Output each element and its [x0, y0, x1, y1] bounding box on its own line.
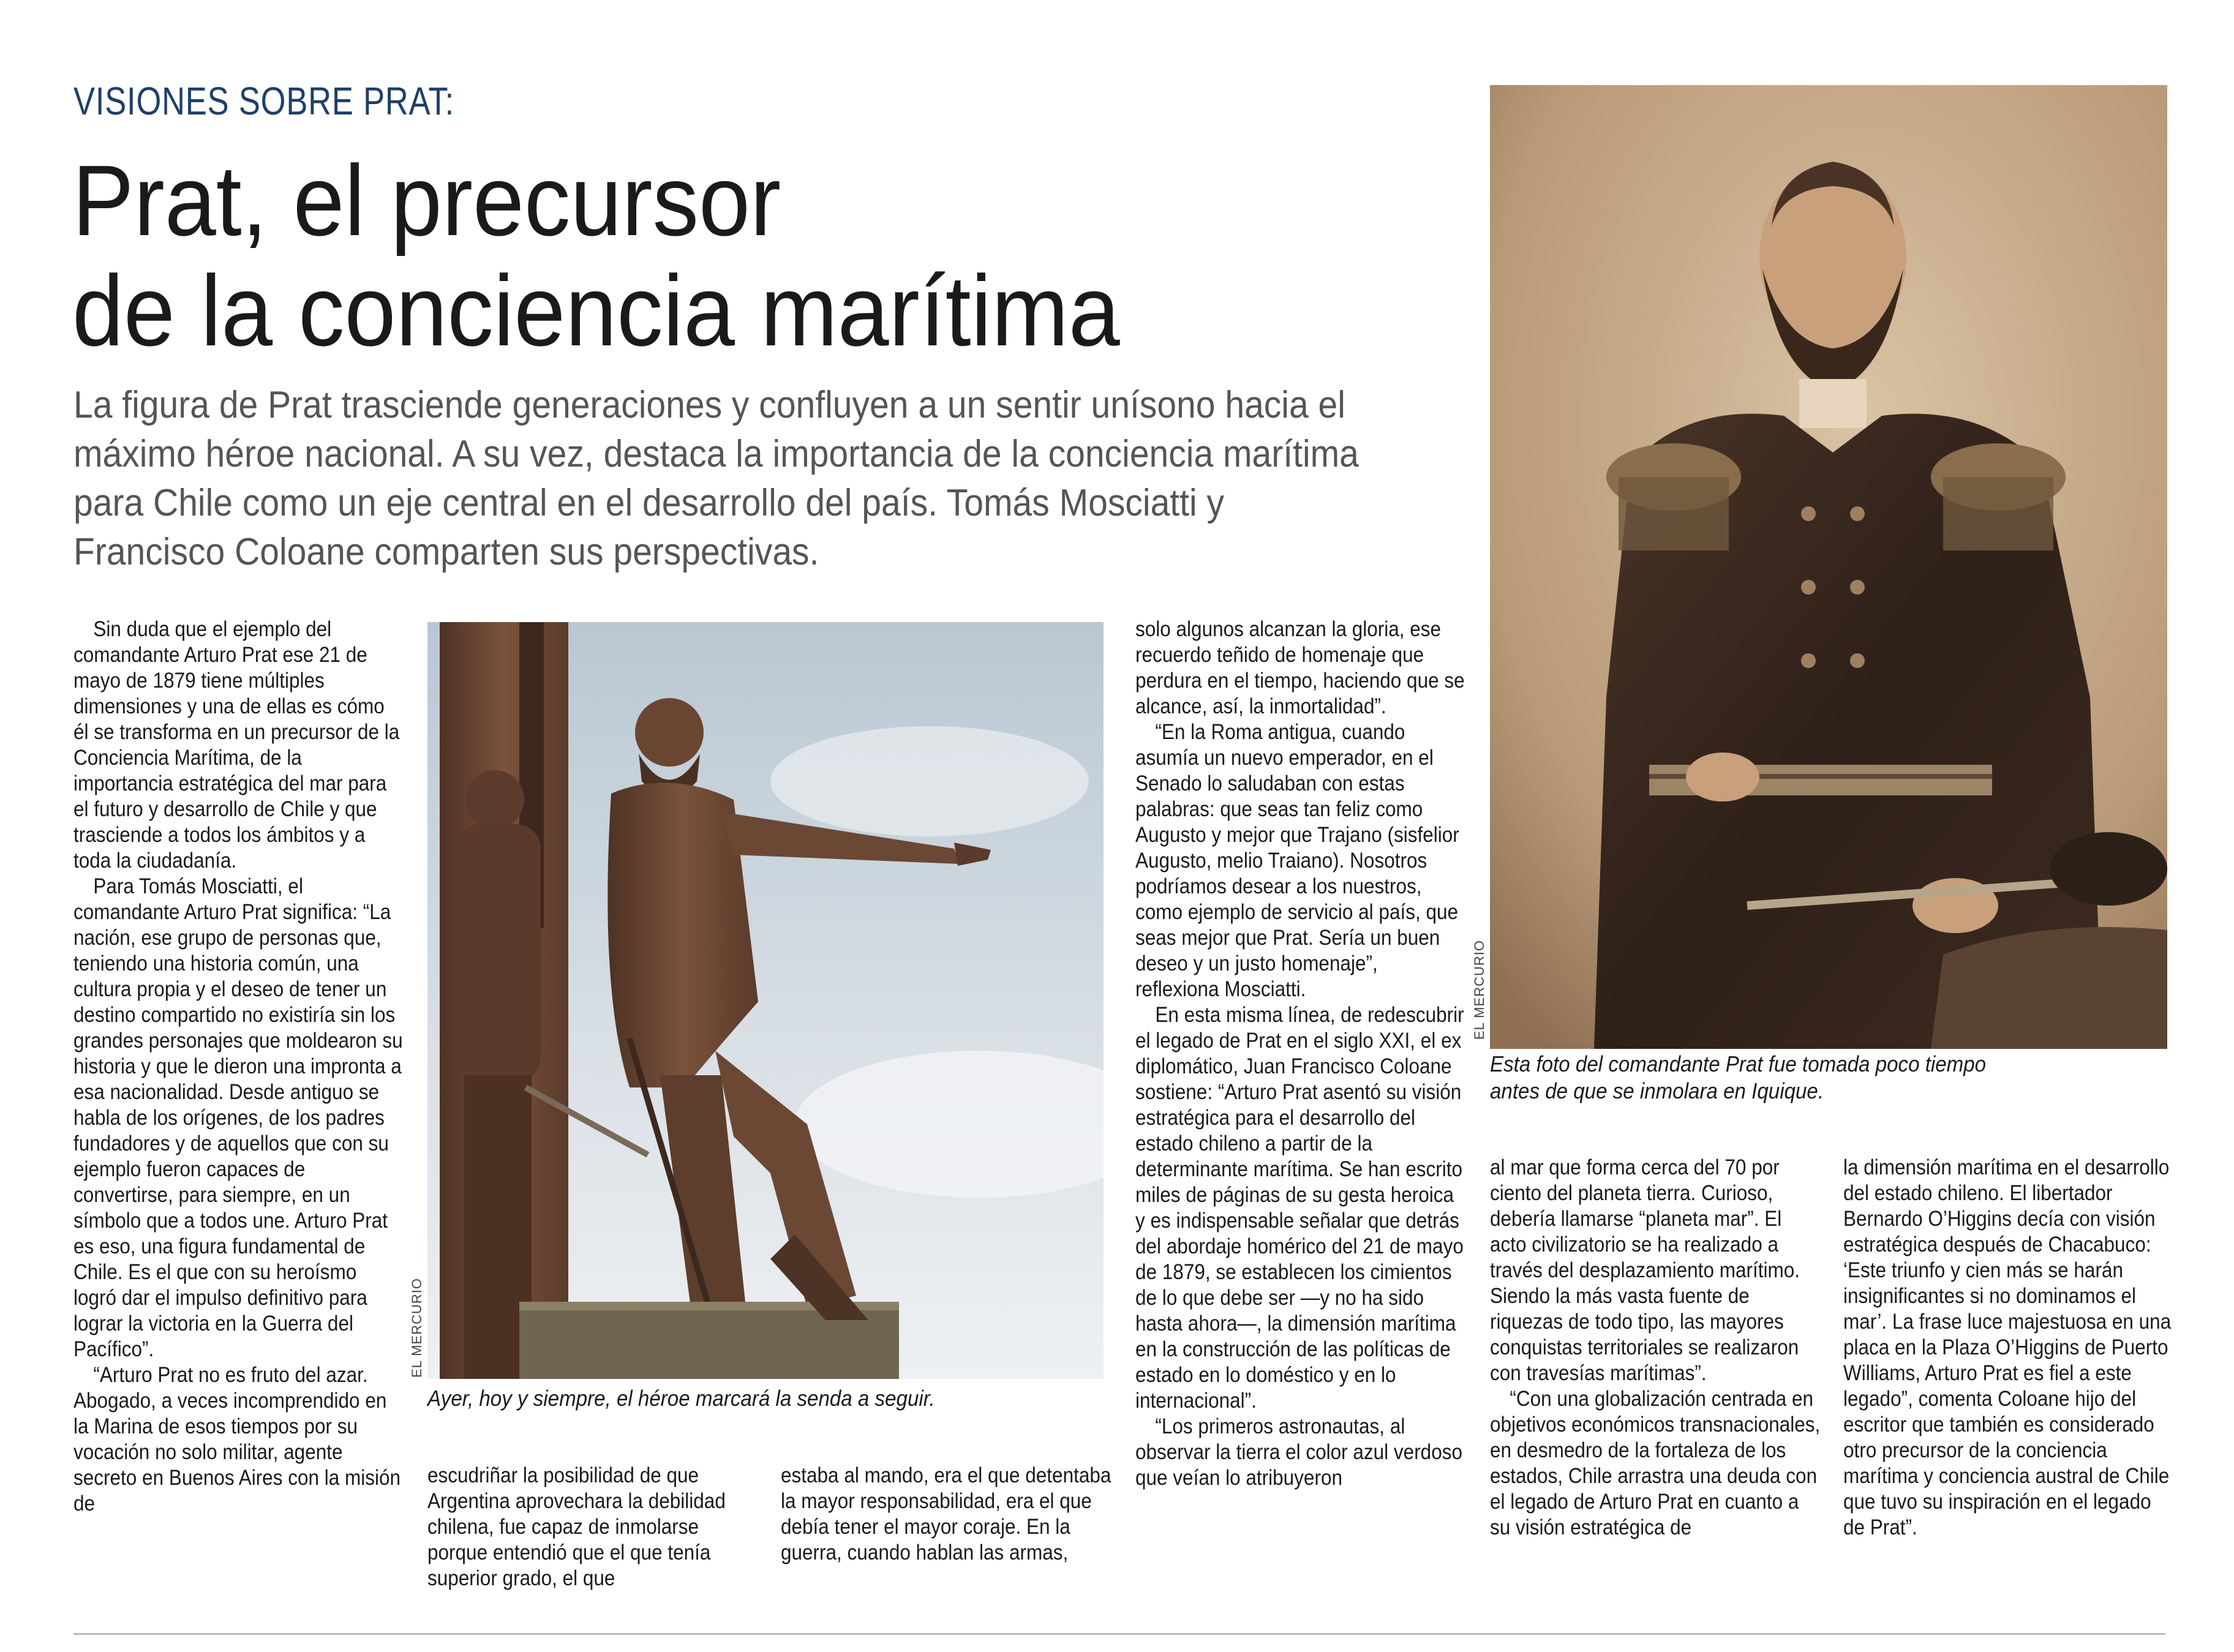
paragraph: solo algunos alcanzan la gloria, ese recuerdo teñido de homenaje que perdura en el tiempo, haciendo que se alcance, así, la inmortalidad”.	[1135, 617, 1465, 718]
deck-summary: La figura de Prat trasciende generaciones y confluyen a un sentir unísono hacia el máximo héroe nacional. A su vez, destaca la importancia de la conciencia marítima para Chile como un eje central en el desarrollo del país. Tomás Mosciatti y Francisco Coloane comparten sus perspectivas.	[73, 384, 1359, 573]
portrait-illustration	[1490, 85, 2167, 1049]
statue-illustration	[427, 622, 1104, 1379]
paragraph: Sin duda que el ejemplo del comandante Arturo Prat ese 21 de mayo de 1879 tiene múltiples dimensiones y una de ellas es cómo él se transforma en un precursor de la Conciencia Marítima, de la importancia estratégica del mar para el futuro y desarrollo de Chile y que trasciende a todos los ámbitos y a toda la ciudadanía.	[73, 617, 400, 873]
paragraph: escudriñar la posibilidad de que Argentina aprovechara la debilidad chilena, fue capaz de inmolarse porque entendió que el que tenía superior grado, el que	[427, 1463, 726, 1590]
article-column-6	[1843, 1155, 2174, 1541]
paragraph: al mar que forma cerca del 70 por ciento del planeta tierra. Curioso, debería llamarse “planeta mar”. El acto civilizatorio se ha realizado a través del desplazamiento marítimo. Siendo la más vasta fuente de riquezas de todo tipo, las mayores conquistas territoriales se realizaron con travesías marítimas”.	[1490, 1155, 1800, 1385]
statue-photo	[427, 622, 1104, 1379]
bottom-divider	[73, 1633, 2165, 1635]
statue-photo-caption: Ayer, hoy y siempre, el héroe marcará la senda a seguir.	[427, 1386, 935, 1411]
section-kicker: VISIONES SOBRE PRAT:	[73, 79, 455, 123]
portrait-photo-credit: EL MERCURIO	[1472, 940, 1487, 1040]
article-column-1	[73, 617, 404, 1517]
article-column-3	[781, 1463, 1111, 1566]
paragraph: En esta misma línea, de redescubrir el legado de Prat en el siglo XXI, el ex diplomático, Juan Francisco Coloane sostiene: “Arturo Prat asentó su visión estratégica para el desarrollo del estado chileno a partir de la determinante marítima. Se han escrito miles de páginas de su gesta heroica y es indispensable señalar que detrás del abordaje homérico del 21 de mayo de 1879, se establecen los cimientos de lo que debe ser —y no ha sido hasta ahora—, la dimensión marítima en la construcción de las políticas de estado en lo doméstico y en lo internacional”.	[1135, 1003, 1464, 1413]
article-column-2	[427, 1463, 758, 1591]
paragraph: “Arturo Prat no es fruto del azar. Abogado, a veces incomprendido en la Marina de esos tiempos por su vocación no solo militar, agente secreto en Buenos Aires con la misión de	[73, 1363, 401, 1515]
headline-line-2: de la conciencia marítima	[72, 255, 1120, 367]
article-column-4	[1135, 617, 1466, 1491]
paragraph: estaba al mando, era el que detentaba la mayor responsabilidad, era el que debía tener el mayor coraje. En la guerra, cuando hablan las armas,	[781, 1463, 1111, 1564]
headline-line-1: Prat, el precursor	[72, 145, 781, 257]
paragraph: “En la Roma antigua, cuando asumía un nuevo emperador, en el Senado lo saludaban con estas palabras: que seas tan feliz como Augusto y mejor que Trajano (sisfelior Augusto, melio Traiano). Nosotros podríamos desear a los nuestros, como ejemplo de servicio al país, que seas mejor que Prat. Sería un buen deseo y un justo homenaje”, reflexiona Mosciatti.	[1135, 720, 1459, 1001]
article-column-5	[1490, 1155, 1821, 1541]
portrait-photo	[1490, 85, 2167, 1049]
paragraph: la dimensión marítima en el desarrollo del estado chileno. El libertador Bernardo O’Higgins decía con visión estratégica después de Chacabuco: ‘Este triunfo y cien más se harán insignificantes si no dominamos el mar’. La frase luce majestuosa en una placa en la Plaza O’Higgins de Puerto Williams, Arturo Prat es fiel a este legado”, comenta Coloane hijo del escritor que también es considerado otro precursor de la conciencia marítima y conciencia austral de Chile que tuvo su inspiración en el legado de Prat”.	[1843, 1155, 2172, 1539]
paragraph: “Los primeros astronautas, al observar la tierra el color azul verdoso que veían lo atribuyeron	[1135, 1414, 1462, 1490]
statue-photo-credit: EL MERCURIO	[409, 1278, 424, 1378]
headline	[72, 146, 1120, 366]
portrait-photo-caption: Esta foto del comandante Prat fue tomada poco tiempo antes de que se inmolara en Iquique.	[1490, 1051, 1987, 1103]
paragraph: “Con una globalización centrada en objetivos económicos transnacionales, en desmedro de la fortaleza de los estados, Chile arrastra una deuda con el legado de Arturo Prat en cuanto a su visión estratégica de	[1490, 1387, 1821, 1539]
paragraph: Para Tomás Mosciatti, el comandante Arturo Prat significa: “La nación, ese grupo de personas que, teniendo una historia común, una cultura propia y el deseo de tener un destino compartido no existiría sin los grandes personajes que moldearon su historia y que le dieron una impronta a esa nacionalidad. Desde antiguo se habla de los orígenes, de los padres fundadores y de aquellos que con su ejemplo fueron capaces de convertirse, para siempre, en un símbolo que a todos une. Arturo Prat es eso, una figura fundamental de Chile. Es el que con su heroísmo logró dar el impulso definitivo para lograr la victoria en la Guerra del Pacífico”.	[73, 874, 403, 1361]
